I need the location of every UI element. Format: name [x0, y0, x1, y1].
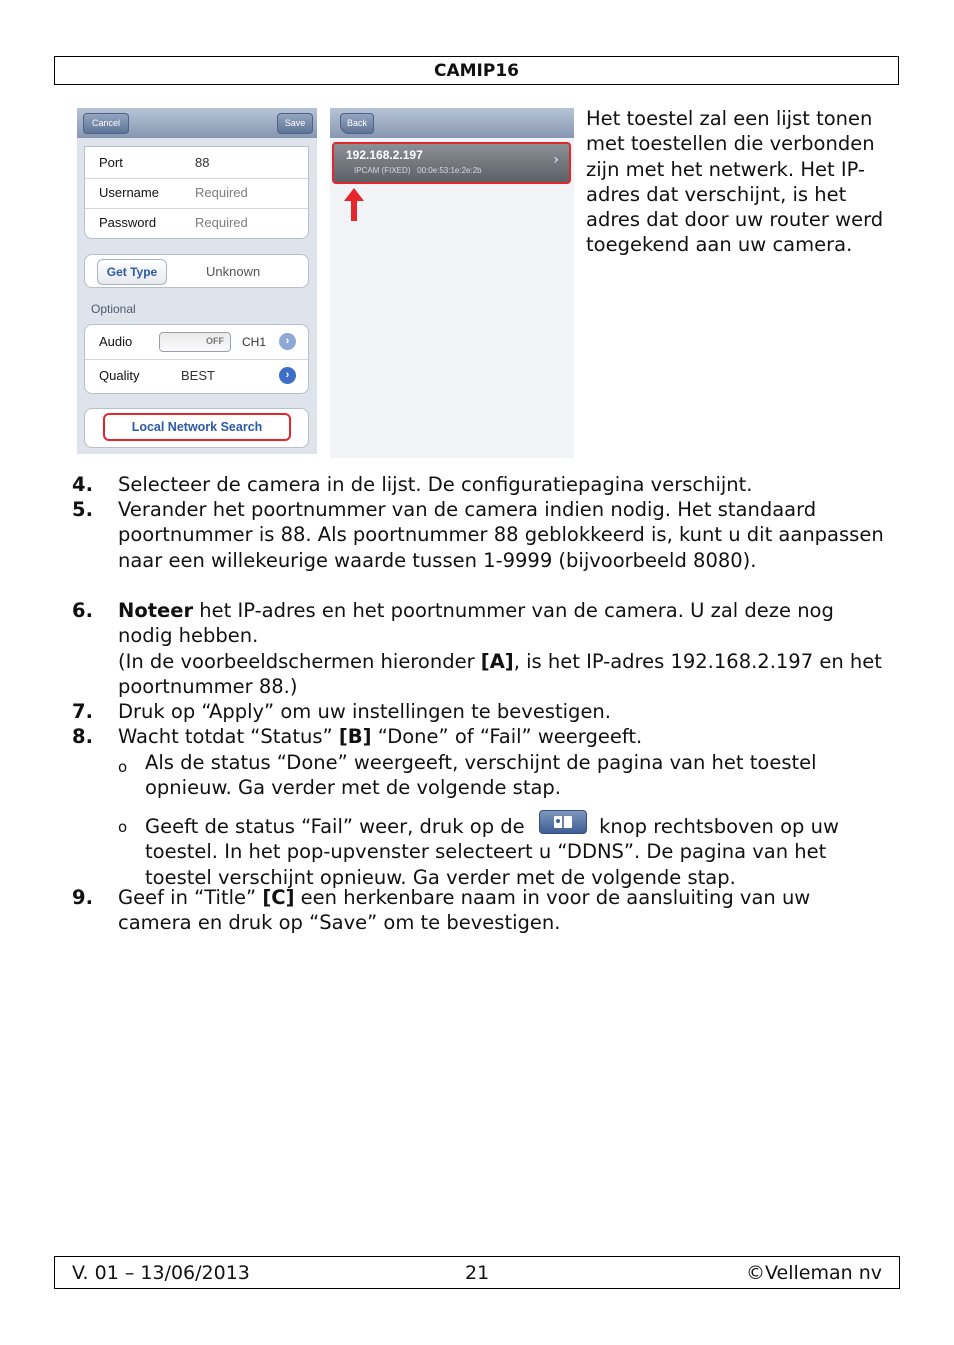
- audio-toggle[interactable]: [159, 332, 231, 352]
- username-placeholder: Required: [195, 185, 248, 200]
- settings-screenshot: [77, 108, 317, 454]
- step-text-pre: Geef in “Title”: [118, 886, 263, 909]
- footer-page-number: 21: [465, 1262, 490, 1284]
- get-type-button[interactable]: Get Type: [97, 259, 167, 285]
- step-bold-text: Noteer: [118, 599, 194, 622]
- step-number: 4.: [72, 473, 93, 496]
- step-note-ref: [A]: [480, 649, 514, 673]
- footer-copyright: ©Velleman nv: [746, 1262, 882, 1284]
- audio-row: [85, 327, 308, 357]
- bullet-text-post: knop rechtsboven op uw toestel. In het pop-upvenster selecteert u “DDNS”. De pagina van het toestel verschijnt opnieuw. Ga verder met de volgende stap.: [145, 815, 839, 889]
- username-row[interactable]: [85, 178, 308, 208]
- step-text: [118, 885, 886, 936]
- bullet-marker: o: [118, 758, 128, 776]
- step-text-pre: Wacht totdat “Status”: [118, 725, 339, 748]
- settings-navbar: [77, 108, 317, 138]
- quality-row[interactable]: [85, 361, 308, 391]
- search-group: [84, 408, 309, 448]
- port-row[interactable]: [85, 148, 308, 178]
- password-placeholder: Required: [195, 215, 248, 230]
- quality-value: BEST: [181, 368, 215, 383]
- port-label: Port: [99, 155, 123, 170]
- bullet-marker: o: [118, 818, 128, 836]
- bullet-text: Als de status “Done” weergeeft, verschijnt de pagina van het toestel opnieuw. Ga verder met de volgende stap.: [145, 751, 817, 800]
- step-note-post: , is het IP-adres 192.168.2.197 en het poortnummer 88.): [118, 649, 882, 698]
- footer: [54, 1256, 900, 1289]
- step-text: Selecteer de camera in de lijst. De configuratiepagina verschijnt.: [118, 473, 753, 496]
- step-text: Verander het poortnummer van de camera indien nodig. Het standaard poortnummer is 88. Als poortnummer 88 geblokkeerd is, kunt u dit aanpassen naar een willekeurige waarde tussen 1-9999 (bijvoorbeeld 8080).: [118, 498, 884, 572]
- arrow-up-icon: [343, 188, 365, 222]
- get-type-value: Unknown: [206, 264, 261, 279]
- footer-version: V. 01 – 13/06/2013: [72, 1262, 250, 1284]
- save-button[interactable]: Save: [277, 113, 313, 134]
- device-list-item[interactable]: [332, 142, 571, 184]
- step-ref: [C]: [262, 886, 295, 909]
- local-network-search-button[interactable]: Local Network Search: [103, 413, 291, 441]
- optional-section-label: Optional: [91, 302, 136, 316]
- step-text-body: het IP-adres en het poortnummer van de camera. U zal deze nog nodig hebben.: [118, 599, 834, 648]
- device-list-screenshot: [330, 108, 574, 458]
- address-book-icon: [539, 810, 587, 834]
- audio-label: Audio: [99, 334, 133, 349]
- bullet-text: [145, 810, 887, 890]
- chevron-right-icon[interactable]: ›: [279, 333, 296, 350]
- step-text-post: “Done” of “Fail” weergeeft.: [371, 725, 643, 748]
- device-info: IPCAM (FIXED) 00:0e:53:1e:2e:2b: [354, 166, 482, 175]
- step-text: Druk op “Apply” om uw instellingen te bevestigen.: [118, 700, 611, 723]
- chevron-right-icon[interactable]: ›: [279, 367, 296, 384]
- get-type-group: [84, 254, 309, 288]
- password-row[interactable]: [85, 208, 308, 238]
- audio-channel: CH1: [242, 335, 267, 349]
- audio-toggle-state: OFF: [206, 336, 224, 346]
- password-label: Password: [99, 215, 157, 230]
- cancel-button[interactable]: Cancel: [83, 113, 129, 134]
- back-button[interactable]: Back: [340, 113, 374, 134]
- device-ip: 192.168.2.197: [346, 148, 423, 162]
- divider: [85, 359, 308, 360]
- document-title: CAMIP16: [434, 61, 519, 81]
- step-note-pre: (In de voorbeeldschermen hieronder: [118, 649, 481, 673]
- step-text: [118, 598, 886, 699]
- chevron-right-icon: ›: [553, 152, 559, 168]
- step-text: [118, 724, 886, 749]
- step-ref: [B]: [338, 725, 372, 748]
- step-number: 6.: [72, 599, 93, 622]
- optional-group: [84, 324, 309, 394]
- credentials-group: [84, 146, 309, 239]
- device-list-navbar: [330, 108, 574, 138]
- port-value: 88: [195, 155, 210, 170]
- quality-label: Quality: [99, 368, 140, 383]
- step-number: 8.: [72, 725, 93, 748]
- step-number: 7.: [72, 700, 93, 723]
- step-number: 5.: [72, 498, 93, 521]
- step-text-post: een herkenbare naam in voor de aansluiting van uw camera en druk op “Save” om te bevestigen.: [118, 886, 811, 935]
- bullet-text-pre: Geeft de status “Fail” weer, druk op de: [145, 815, 525, 838]
- header-title-box: [54, 56, 899, 85]
- username-label: Username: [99, 185, 159, 200]
- side-paragraph: Het toestel zal een lijst tonen met toestellen die verbonden zijn met het netwerk. Het IP-adres dat verschijnt, is het adres dat door uw router werd toegekend aan uw camera.: [586, 107, 884, 257]
- step-number: 9.: [72, 886, 93, 909]
